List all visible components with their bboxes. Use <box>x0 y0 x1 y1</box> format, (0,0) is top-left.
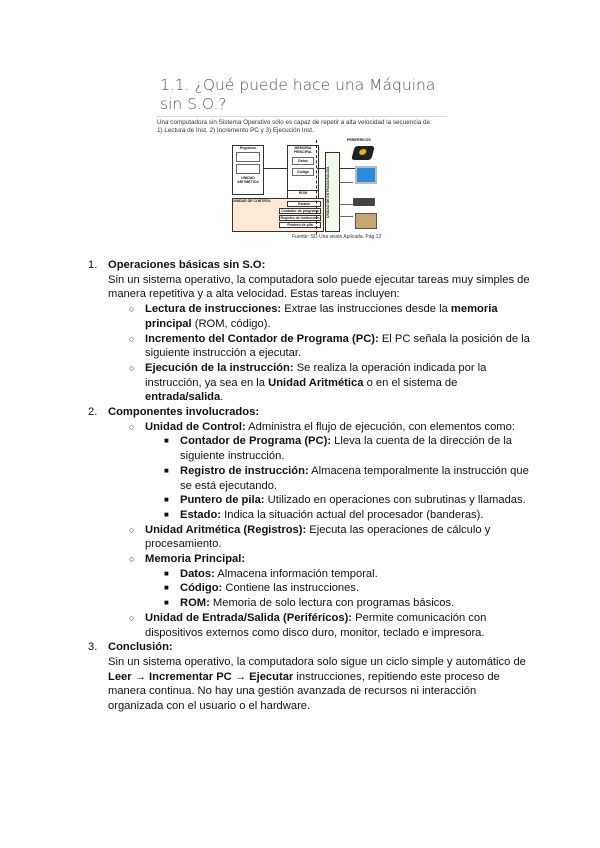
list-item: ■ Código: Contiene las instrucciones. <box>164 582 360 595</box>
list-item-componentes <box>88 405 533 420</box>
list-item: ○ Ejecución de la instrucción: Se realiza la operación indicada por la instrucción, ya sea en la Unidad Aritmética o en el sistema de entrada/salida. <box>129 361 487 404</box>
desc: Ejecuta las operaciones de cálculo y procesamiento. <box>145 523 491 551</box>
arithmetic-unit-box <box>232 145 264 195</box>
term: Código: <box>180 582 223 595</box>
cycle-emphasis: Leer → Incrementar PC → Ejecutar <box>108 670 294 683</box>
list-item: ○ Unidad de Control: Administra el flujo de ejecución, con elementos como: <box>129 420 515 433</box>
main-memory-box <box>287 145 319 193</box>
hard-disk-icon <box>351 146 375 160</box>
term: Registro de instrucción: <box>180 464 309 477</box>
list-item: ○ Unidad de Entrada/Salida (Periféricos): Permite comunicación con dispositivos externos como disco duro, monitor, teclado e impresora. <box>129 611 487 639</box>
desc: Utilizado en operaciones con subrutinas y llamadas. <box>264 494 526 507</box>
term: entrada/salida <box>145 391 221 404</box>
label: Datos <box>292 157 314 165</box>
io-unit-box: UNIDAD DE ENTRADA/SALIDA <box>325 152 340 232</box>
list-item: ○ Memoria Principal: <box>129 553 246 566</box>
desc: (ROM, código). <box>191 317 271 330</box>
term: Ejecución de la instrucción: <box>145 361 294 374</box>
label: UNIDAD DE CONTROL <box>233 199 271 203</box>
rom-box: ROM <box>287 190 319 199</box>
printer-icon <box>355 213 377 229</box>
desc: Permite comunicación con dispositivos externos como disco duro, monitor, teclado e impresora. <box>145 611 487 639</box>
numbered-list <box>88 258 533 714</box>
term: Lectura de instrucciones: <box>145 303 282 316</box>
term: Estado: <box>180 508 222 521</box>
label: Estado <box>287 201 321 207</box>
list-number: 3. <box>88 641 98 654</box>
list-item: ○ Incremento del Contador de Programa (PC): El PC señala la posición de la siguiente instrucción a ejecutar. <box>129 332 530 360</box>
slide-title: 1.1. ¿Qué puede hace una Máquina sin S.O.? <box>160 76 436 113</box>
desc: o en el sistema de <box>363 376 458 389</box>
desc: Indica la situación actual del procesador (banderas). <box>221 508 484 521</box>
list-item: ■ ROM: Memoria de solo lectura con programas básicos. <box>164 597 455 610</box>
desc: Memoria de solo lectura con programas básicos. <box>209 597 455 610</box>
monitor-icon <box>355 166 377 184</box>
label: MEMORIA PRINCIPAL <box>293 146 313 154</box>
desc: Extrae las instrucciones desde la <box>281 303 451 316</box>
paragraph: Sin un sistema operativo, la computadora solo puede ejecutar tareas muy simples de manera repetitiva y a alta velocidad. Estas tareas incluyen: <box>108 273 530 301</box>
slide-text-line: 1) Lectura de Inst. 2) Incremento PC y 3) Ejecución Inst. <box>157 126 314 134</box>
computer-architecture-diagram <box>225 138 405 236</box>
desc: Contiene las instrucciones. <box>222 582 360 595</box>
term: Memoria Principal: <box>145 553 246 566</box>
list-item: ■ Puntero de pila: Utilizado en operaciones con subrutinas y llamadas. <box>164 494 526 507</box>
text: Sin un sistema operativo, la computadora solo sigue un ciclo simple y automático de <box>108 655 526 668</box>
list-item: ○ Lectura de instrucciones: Extrae las instrucciones desde la memoria principal (ROM, código). <box>129 303 498 330</box>
list-item-conclusion <box>88 640 533 714</box>
list-number: 2. <box>88 406 98 419</box>
list-number: 1. <box>88 259 98 271</box>
label: Puntero de pila <box>279 222 321 228</box>
label: Registros <box>239 146 257 150</box>
desc: Lleva la cuenta de la dirección de la siguiente instrucción. <box>180 435 513 463</box>
desc: . <box>220 391 224 404</box>
term: Puntero de pila: <box>180 494 265 507</box>
term: ROM: <box>180 597 210 610</box>
desc: Se realiza la operación indicada por la instrucción, ya sea en la <box>145 361 487 389</box>
section-heading: Componentes involucrados: <box>108 406 260 419</box>
term: Incremento del Contador de Programa (PC): <box>145 332 379 345</box>
figure-caption: Fuente: SO Una visión Aplicada. Pág 12 <box>292 234 382 240</box>
term: Unidad de Control: <box>145 420 246 433</box>
term: Unidad de Entrada/Salida (Periféricos): <box>145 611 353 624</box>
slide-divider <box>157 116 447 117</box>
section-heading: Conclusión: <box>108 641 173 654</box>
list-item: ■ Contador de Programa (PC): Lleva la cuenta de la dirección de la siguiente instrucción. <box>164 435 513 463</box>
desc: El PC señala la posición de la siguiente instrucción a ejecutar. <box>145 332 530 360</box>
list-item: ■ Estado: Indica la situación actual del procesador (banderas). <box>164 508 484 521</box>
desc: Administra el flujo de ejecución, con elementos como: <box>245 420 515 433</box>
peripherals-label: PERIFÉRICOS <box>347 138 371 142</box>
paragraph <box>108 655 533 714</box>
desc: Almacena información temporal. <box>214 567 378 580</box>
label: Contador de programa <box>279 208 321 214</box>
slide-text-line: Una computadora sin Sistema Operativo sólo es capaz de repetir a alta velocidad la secuencia de: <box>157 119 432 126</box>
keyboard-icon <box>353 198 375 206</box>
label: Código <box>292 168 314 176</box>
term: Unidad Aritmética <box>268 376 364 389</box>
term: Contador de Programa (PC): <box>180 435 332 448</box>
section-heading: Operaciones básicas sin S.O: <box>108 259 266 271</box>
list-item: ○ Unidad Aritmética (Registros): Ejecuta las operaciones de cálculo y procesamiento. <box>129 523 491 551</box>
term: Unidad Aritmética (Registros): <box>145 523 307 536</box>
control-unit-box <box>232 198 324 232</box>
list-item-operaciones <box>88 258 533 302</box>
slide-text <box>157 119 457 134</box>
term: memoria principal <box>145 303 498 330</box>
label: Registro de instrucción <box>280 216 320 220</box>
text: instrucciones, repitiendo este proceso de manera continua. No hay una gestión avanzada de recursos ni interacción organizada con el usuario o el hardware. <box>108 670 500 713</box>
list-item: ■ Datos: Almacena información temporal. <box>164 567 378 580</box>
list-item: ■ Registro de instrucción: Almacena temporalmente la instrucción que se está ejecutando. <box>164 464 529 492</box>
term: Datos: <box>180 567 215 580</box>
desc: Almacena temporalmente la instrucción que se está ejecutando. <box>180 464 529 492</box>
label: UNIDAD ARITMÉTICA <box>237 176 259 184</box>
